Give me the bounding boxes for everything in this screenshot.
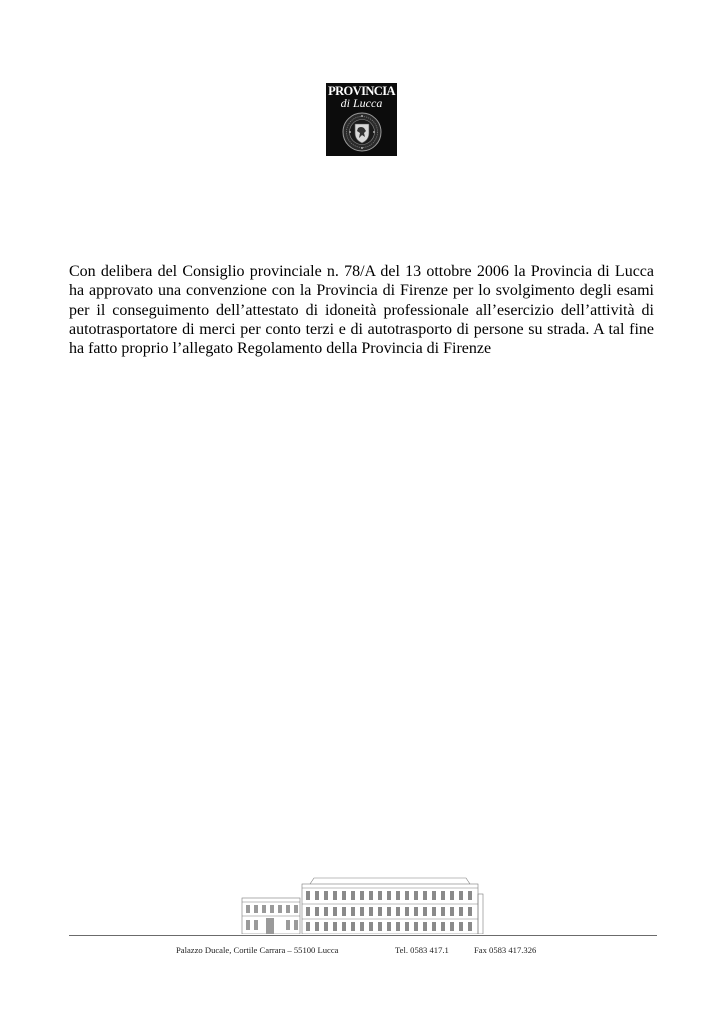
palazzo-ducale-illustration [240, 876, 484, 934]
footer-fax: Fax 0583 417.326 [474, 945, 537, 955]
coat-of-arms-seal-icon [342, 112, 382, 152]
logo-subtitle: di Lucca [340, 96, 383, 110]
logo-title: PROVINCIA [328, 84, 395, 98]
footer-address: Palazzo Ducale, Cortile Carrara – 55100 Lucca [176, 945, 339, 955]
footer-divider [69, 935, 657, 936]
provincia-lucca-logo [326, 83, 397, 156]
deliberation-paragraph: Con delibera del Consiglio provinciale n. 78/A del 13 ottobre 2006 la Provincia di Lucca ha approvato una convenzione con la Provincia di Firenze per lo svolgimento degli esami per il conseguimento dell’attestato di idoneità professionale all’esercizio dell’attività di autotrasportatore di merci per conto terzi e di autotrasporto di persone su strada. A tal fine ha fatto proprio l’allegato Regolamento della Provincia di Firenze [69, 263, 654, 358]
footer-telephone: Tel. 0583 417.1 [395, 945, 449, 955]
